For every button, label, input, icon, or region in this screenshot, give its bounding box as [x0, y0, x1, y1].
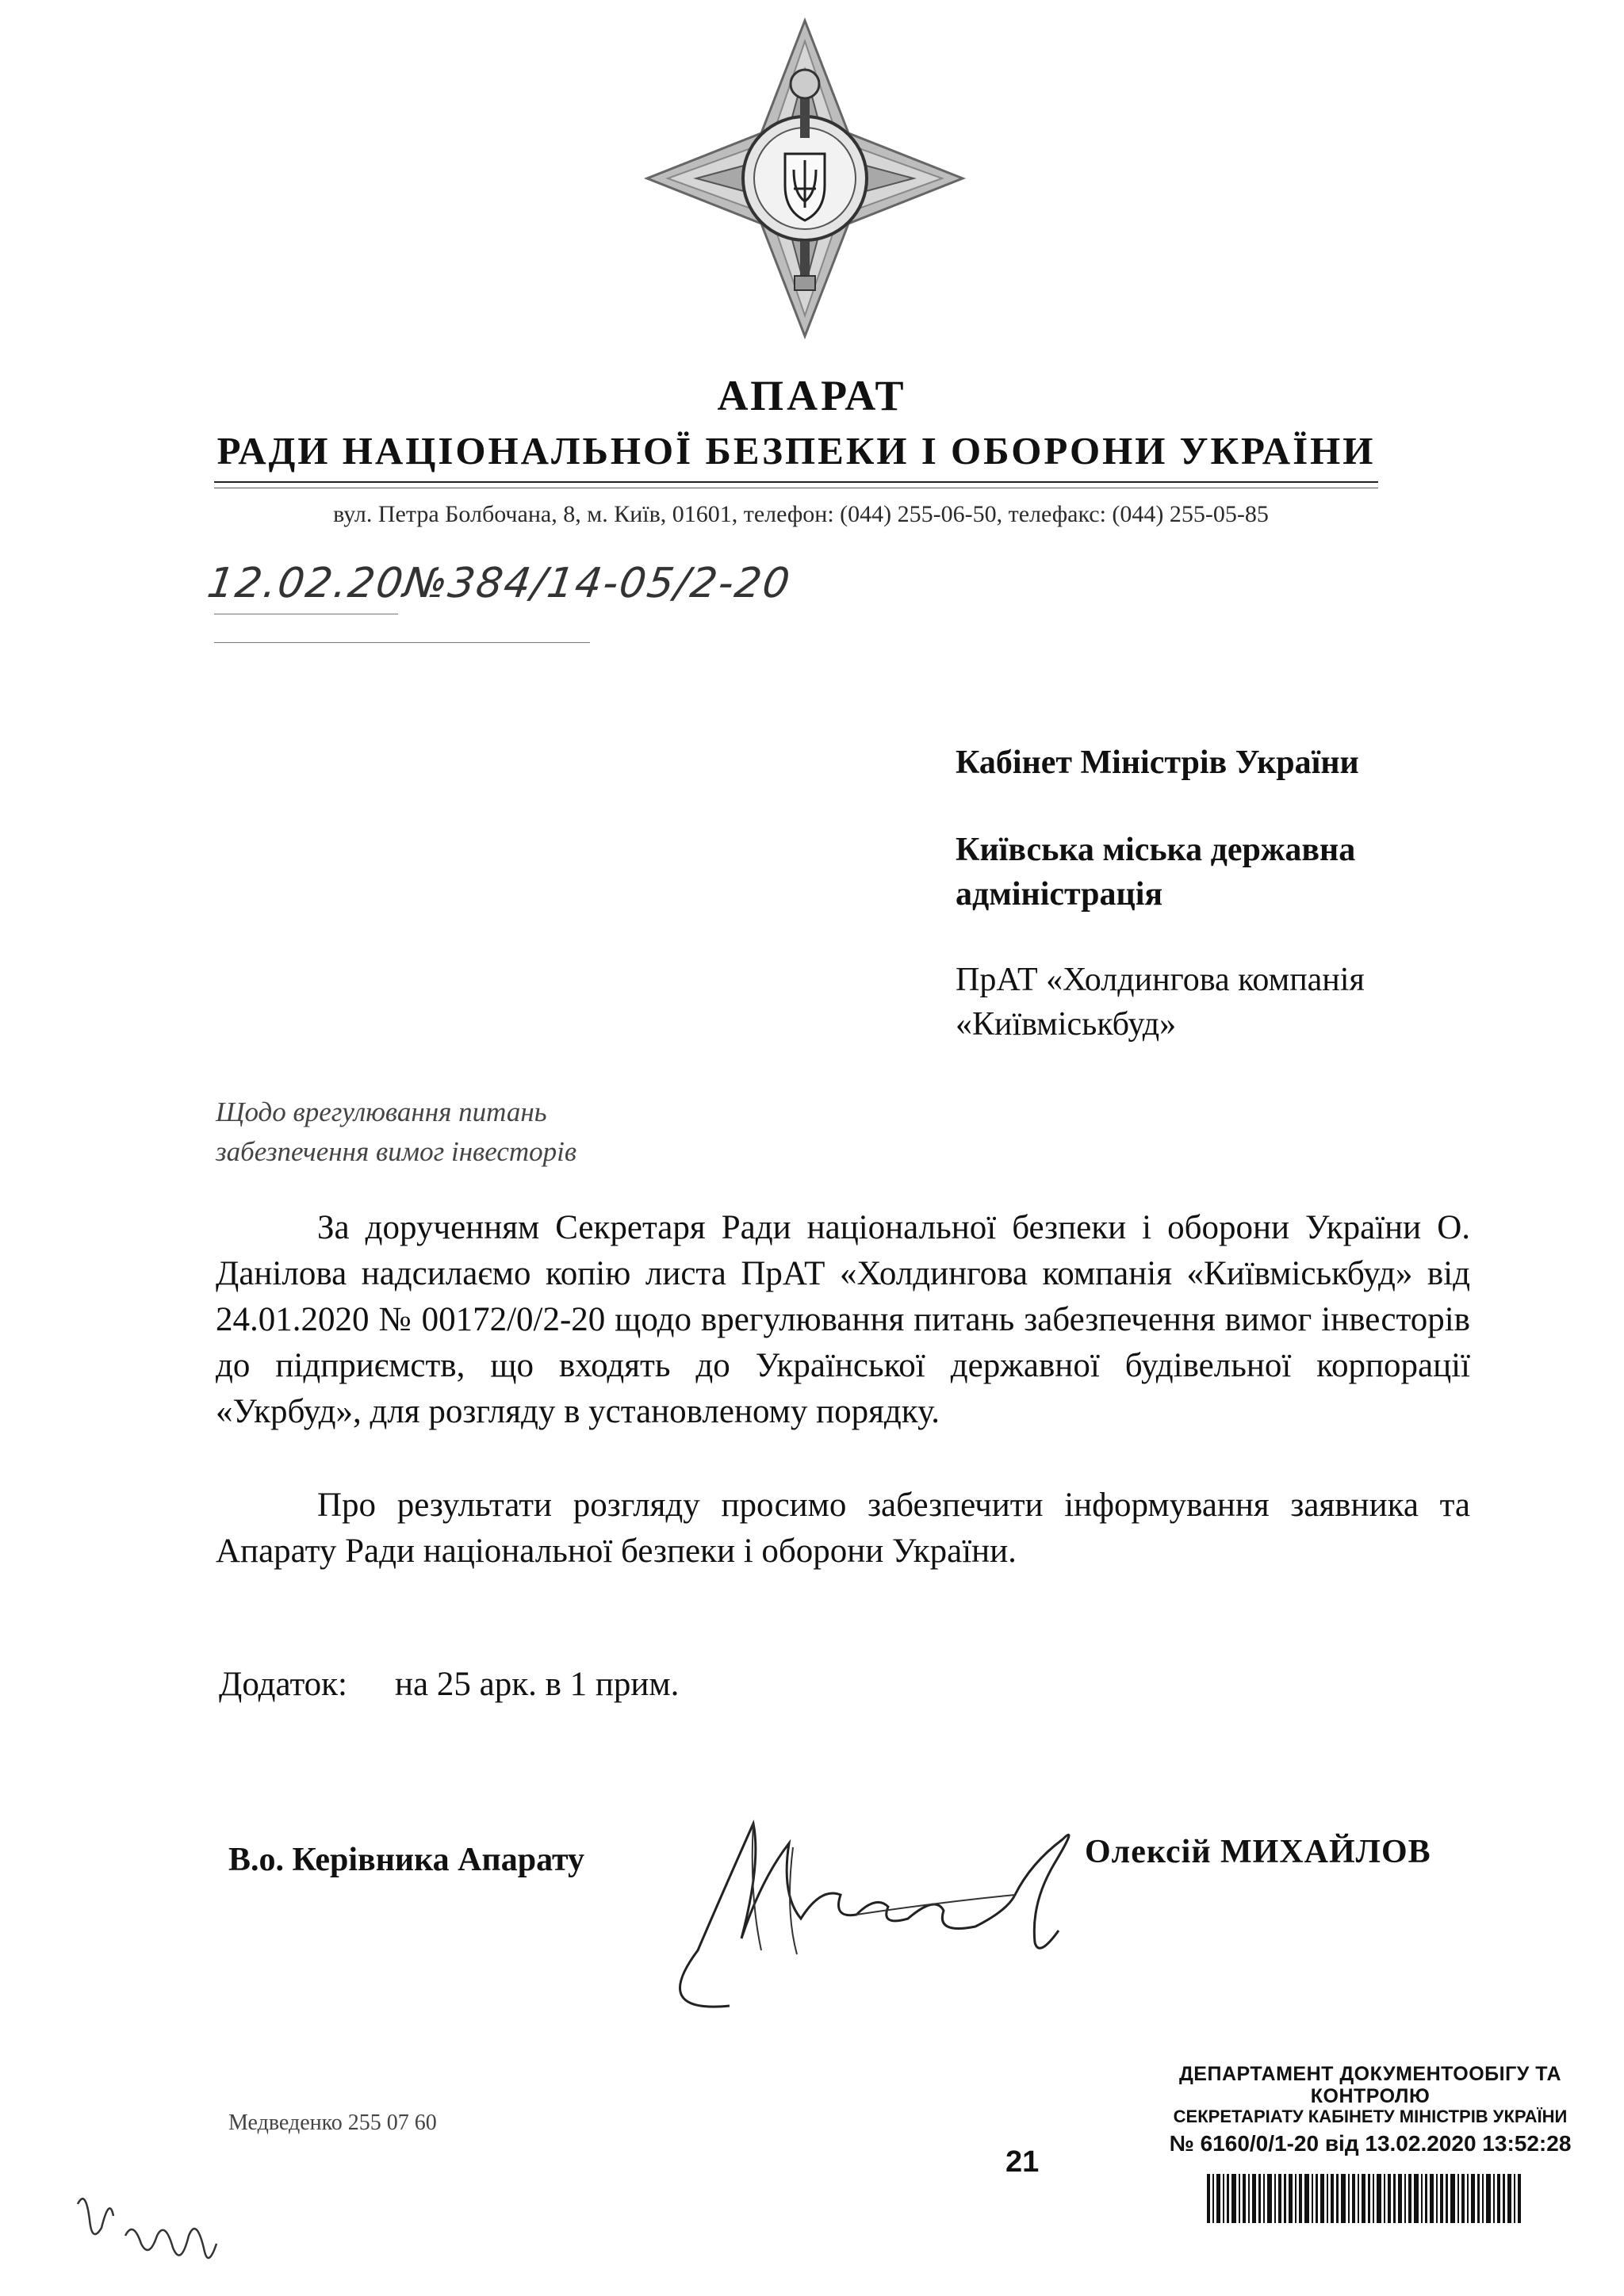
subject-line2: забезпечення вимог інвесторів [216, 1136, 577, 1167]
barcode [1207, 2174, 1521, 2223]
stamp-department: ДЕПАРТАМЕНТ ДОКУМЕНТООБІГУ ТА КОНТРОЛЮ [1179, 2063, 1561, 2107]
recipient-kmda [956, 828, 1355, 916]
registration-number: 12.02.20№384/14-05/2-20 [204, 560, 795, 607]
registration-rule [214, 642, 590, 643]
header-rule [214, 481, 1378, 483]
recipient-kyivmiskbud-line1: ПрАТ «Холдингова компанія [956, 962, 1365, 998]
signatory-name: Олексій МИХАЙЛОВ [1085, 1834, 1431, 1870]
handwritten-signature [603, 1768, 1126, 2022]
stamp-secretariat: СЕКРЕТАРІАТУ КАБІНЕТУ МІНІСТРІВ УКРАЇНИ [1173, 2107, 1568, 2126]
appendix-label: Додаток: [219, 1666, 348, 1703]
registration-stamp [1124, 2063, 1616, 2158]
recipient-kyivmiskbud-line2: «Київміськбуд» [956, 1006, 1177, 1043]
body-paragraph-2: Про результати розгляду просимо забезпечити інформування заявника та Апарату Ради національної безпеки і оборони України. [216, 1487, 1470, 1570]
stamp-registration: № 6160/0/1-20 від 13.02.2020 13:52:28 [1169, 2131, 1572, 2156]
appendix [219, 1665, 679, 1704]
executor-contact: Медведенко 255 07 60 [228, 2110, 437, 2135]
letter-subject [216, 1093, 576, 1172]
recipient-cabinet: Кабінет Міністрів України [956, 744, 1359, 781]
subject-line1: Щодо врегулювання питань [216, 1096, 547, 1127]
recipient-kmda-line2: адміністрація [956, 876, 1163, 913]
recipient-kmda-line1: Київська міська державна [956, 832, 1356, 868]
body-paragraph-1: За дорученням Секретаря Ради національної безпеки і оборони України О. Данілова надсилаємо копію листа ПрАТ «Холдингова компанія «Київміськбуд» від 24.01.2020 № 00172/0/2-20 щодо врегулювання питань забезпечення вимог інвесторів до підприємств, що входять до Української державної будівельної корпорації «Укрбуд», для розгляду в установленому порядку. [216, 1209, 1470, 1430]
recipient-kyivmiskbud [956, 958, 1365, 1047]
handwritten-note [70, 2172, 228, 2283]
org-address: вул. Петра Болбочана, 8, м. Київ, 01601, телефон: (044) 255-06-50, телефакс: (044) 255-05-85 [333, 501, 1269, 527]
org-name-line1: АПАРАТ [717, 372, 907, 419]
shield-trident-emblem-icon [641, 14, 969, 342]
page-number: 21 [1005, 2145, 1040, 2179]
appendix-text: на 25 арк. в 1 прим. [395, 1666, 680, 1703]
signatory-title: В.о. Керівника Апарату [228, 1842, 585, 1878]
org-name-line2: РАДИ НАЦІОНАЛЬНОЇ БЕЗПЕКИ І ОБОРОНИ УКРАЇНИ [216, 429, 1376, 473]
